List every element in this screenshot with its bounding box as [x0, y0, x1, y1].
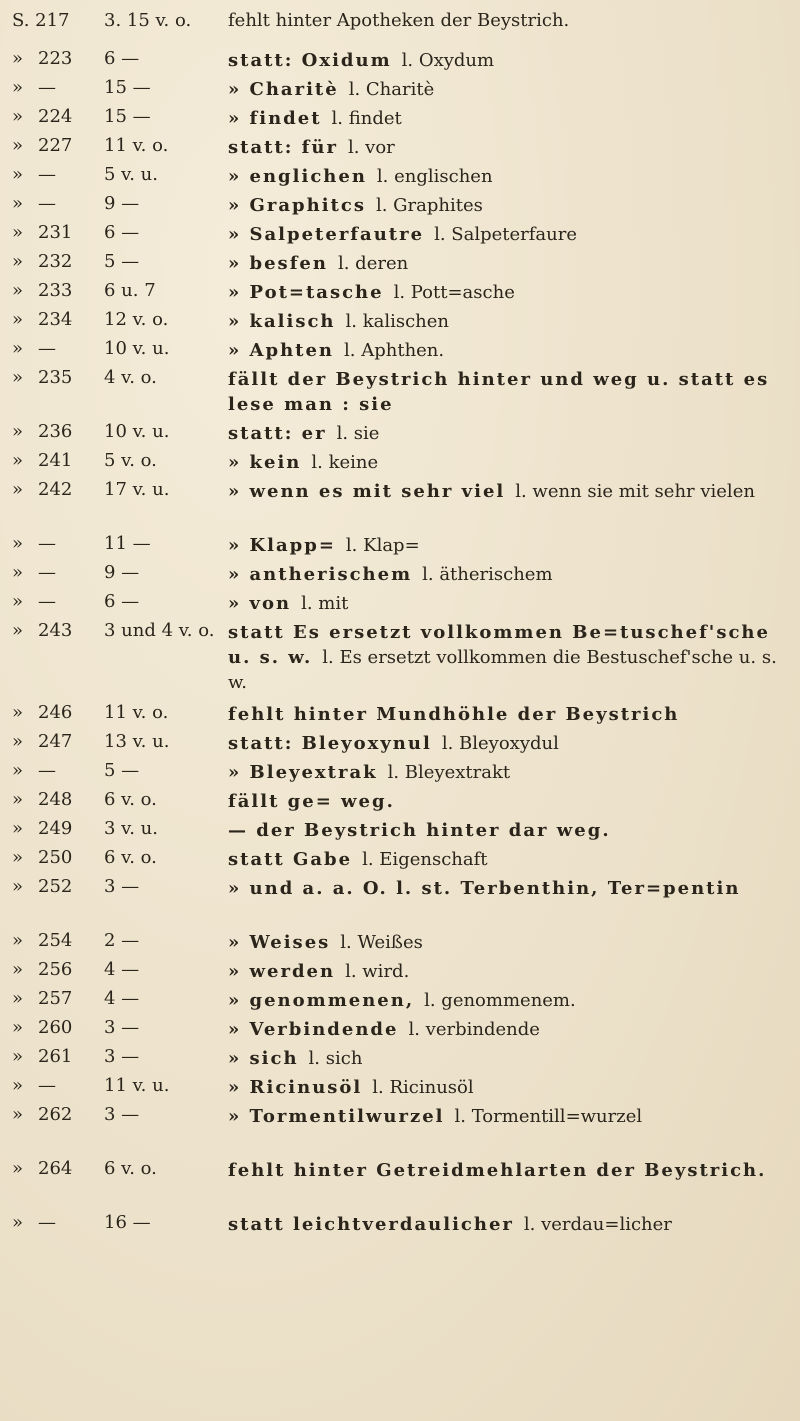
correction-text: [228, 135, 788, 160]
correction-text: [228, 193, 788, 218]
correction-text: [228, 591, 788, 616]
correction-text: [228, 1212, 788, 1237]
erroneous-reading: » Verbindende: [228, 1019, 399, 1040]
line-reference: 2 —: [104, 930, 140, 951]
ditto-mark: »: [12, 135, 24, 156]
ditto-mark: »: [12, 818, 24, 839]
corrected-reading: l. englischen: [376, 166, 493, 187]
erroneous-reading: » kalisch: [228, 311, 336, 332]
errata-row: [0, 843, 800, 872]
errata-row: [0, 1154, 800, 1208]
correction-text: [228, 280, 788, 305]
errata-row: [0, 756, 800, 785]
erroneous-reading: » Charitè: [228, 79, 339, 100]
page-number: 234: [38, 309, 73, 330]
header-line: 3. 15 v. o.: [104, 10, 192, 31]
erroneous-reading: » englichen: [228, 166, 367, 187]
line-reference: 3 —: [104, 876, 140, 897]
correction-text: [228, 702, 788, 727]
page-number: 246: [38, 702, 73, 723]
errata-row: [0, 529, 800, 558]
erroneous-reading: » besfen: [228, 253, 328, 274]
line-reference: 5 v. u.: [104, 164, 158, 185]
erroneous-reading: statt: Bleyoxynul: [228, 733, 432, 754]
errata-row: [0, 363, 800, 417]
errata-row: [0, 446, 800, 475]
errata-row: [0, 727, 800, 756]
correction-text: [228, 731, 788, 756]
line-reference: 9 —: [104, 562, 140, 583]
corrected-reading: l. Tormentill=wurzel: [454, 1106, 643, 1127]
ditto-mark: »: [12, 847, 24, 868]
line-reference: 3 —: [104, 1046, 140, 1067]
corrected-reading: l. Salpeterfaure: [434, 224, 577, 245]
ditto-mark: »: [12, 479, 24, 500]
ditto-mark: »: [12, 562, 24, 583]
page-number: 249: [38, 818, 73, 839]
line-reference: 5 v. o.: [104, 450, 157, 471]
errata-row: [0, 131, 800, 160]
ditto-mark: »: [12, 338, 24, 359]
corrected-reading: l. mit: [301, 593, 349, 614]
page-number: 256: [38, 959, 73, 980]
page-number: 254: [38, 930, 73, 951]
line-reference: 10 v. u.: [104, 421, 170, 442]
corrected-reading: l. Eigenschaft: [362, 849, 488, 870]
errata-row: [0, 189, 800, 218]
erroneous-reading: — der Beystrich hinter dar weg.: [228, 820, 611, 841]
corrected-reading: l. wird.: [345, 961, 410, 982]
line-reference: 4 v. o.: [104, 367, 157, 388]
ditto-mark: »: [12, 193, 24, 214]
errata-row: [0, 102, 800, 131]
corrected-reading: l. Bleyoxydul: [441, 733, 559, 754]
ditto-mark: »: [12, 1158, 24, 1179]
erroneous-reading: » genommenen,: [228, 990, 415, 1011]
errata-row: [0, 814, 800, 843]
correction-text: [228, 309, 788, 334]
erroneous-reading: » wenn es mit sehr viel: [228, 481, 506, 502]
line-reference: 6 v. o.: [104, 1158, 157, 1179]
ditto-mark: »: [12, 533, 24, 554]
page-number: —: [38, 562, 56, 583]
ditto-mark: »: [12, 421, 24, 442]
erroneous-reading: statt Gabe: [228, 849, 353, 870]
errata-row: [0, 984, 800, 1013]
errata-row: [0, 417, 800, 446]
line-reference: 16 —: [104, 1212, 151, 1233]
corrected-reading: l. findet: [331, 108, 402, 129]
ditto-mark: »: [12, 789, 24, 810]
correction-text: [228, 1104, 788, 1129]
page-number: 227: [38, 135, 73, 156]
errata-row: [0, 785, 800, 814]
correction-text: [228, 106, 788, 131]
erroneous-reading: » kein: [228, 452, 302, 473]
page-number: 224: [38, 106, 73, 127]
erroneous-reading: » antherischem: [228, 564, 413, 585]
page-number: 243: [38, 620, 73, 641]
correction-text: [228, 222, 788, 247]
corrected-reading: l. Graphites: [375, 195, 483, 216]
page-number: 232: [38, 251, 73, 272]
ditto-mark: »: [12, 1075, 24, 1096]
corrected-reading: l. kalischen: [345, 311, 450, 332]
corrected-reading: l. Charitè: [348, 79, 435, 100]
ditto-mark: »: [12, 77, 24, 98]
page-number: 264: [38, 1158, 73, 1179]
page-number: 233: [38, 280, 73, 301]
correction-text: [228, 77, 788, 102]
line-reference: 6 —: [104, 222, 140, 243]
errata-row: [0, 1042, 800, 1071]
ditto-mark: »: [12, 959, 24, 980]
ditto-mark: »: [12, 1017, 24, 1038]
ditto-mark: »: [12, 106, 24, 127]
line-reference: 3 und 4 v. o.: [104, 620, 215, 641]
erroneous-reading: » Weises: [228, 932, 331, 953]
correction-text: [228, 818, 788, 843]
page-number: —: [38, 164, 56, 185]
page-number: —: [38, 1075, 56, 1096]
erroneous-reading: statt Es ersetzt vollkommen Be=tuschef'sche u. s. w.: [228, 622, 770, 668]
page-number: 262: [38, 1104, 73, 1125]
correction-text: [228, 1046, 788, 1071]
correction-text: [228, 959, 788, 984]
line-reference: 6 v. o.: [104, 847, 157, 868]
ditto-mark: »: [12, 1046, 24, 1067]
ditto-mark: »: [12, 367, 24, 388]
page-number: 235: [38, 367, 73, 388]
corrected-reading: l. vor: [347, 137, 395, 158]
correction-text: [228, 760, 788, 785]
ditto-mark: »: [12, 620, 24, 641]
errata-row: [0, 218, 800, 247]
ditto-mark: »: [12, 450, 24, 471]
line-reference: 3 —: [104, 1017, 140, 1038]
page-number: 242: [38, 479, 73, 500]
errata-row: [0, 1208, 800, 1262]
ditto-mark: »: [12, 222, 24, 243]
correction-text: [228, 450, 788, 475]
line-reference: 15 —: [104, 77, 151, 98]
erroneous-reading: » Aphten: [228, 340, 335, 361]
errata-row: [0, 334, 800, 363]
ditto-mark: »: [12, 280, 24, 301]
correction-text: [228, 533, 788, 558]
page-number: 236: [38, 421, 73, 442]
ditto-mark: »: [12, 760, 24, 781]
line-reference: 11 v. o.: [104, 702, 169, 723]
errata-row: [0, 247, 800, 276]
errata-row: [0, 1100, 800, 1154]
erroneous-reading: statt: Oxidum: [228, 50, 392, 71]
errata-row: [0, 558, 800, 587]
erroneous-reading: fehlt hinter Getreidmehlarten der Beystrich.: [228, 1160, 767, 1181]
line-reference: 10 v. u.: [104, 338, 170, 359]
line-reference: 11 —: [104, 533, 151, 554]
errata-row: [0, 926, 800, 955]
errata-row: [0, 160, 800, 189]
erroneous-reading: » sich: [228, 1048, 299, 1069]
corrected-reading: l. sich: [308, 1048, 363, 1069]
corrected-reading: l. verdau=licher: [523, 1214, 672, 1235]
correction-text: [228, 48, 788, 73]
corrected-reading: l. keine: [311, 452, 379, 473]
erroneous-reading: fehlt hinter Mundhöhle der Beystrich: [228, 704, 680, 725]
line-reference: 11 v. o.: [104, 135, 169, 156]
errata-row: [0, 872, 800, 926]
line-reference: 6 —: [104, 48, 140, 69]
corrected-reading: l. Es ersetzt vollkommen die Bestuschef'sche u. s. w.: [228, 647, 777, 693]
corrected-reading: l. Weißes: [340, 932, 423, 953]
page-number: 247: [38, 731, 73, 752]
correction-text: [228, 930, 788, 955]
errata-row: [0, 305, 800, 334]
correction-text: [228, 620, 788, 695]
erroneous-reading: » Salpeterfautre: [228, 224, 425, 245]
correction-text: [228, 789, 788, 814]
corrected-reading: l. Oxydum: [401, 50, 495, 71]
page-number: 257: [38, 988, 73, 1009]
errata-row: [0, 73, 800, 102]
errata-row: [0, 587, 800, 616]
page-number: 252: [38, 876, 73, 897]
ditto-mark: »: [12, 876, 24, 897]
ditto-mark: »: [12, 930, 24, 951]
page-number: 248: [38, 789, 73, 810]
correction-text: [228, 1017, 788, 1042]
ditto-mark: »: [12, 164, 24, 185]
errata-row: [0, 698, 800, 727]
page-number: —: [38, 77, 56, 98]
header-page: S. 217: [12, 10, 70, 31]
line-reference: 15 —: [104, 106, 151, 127]
page-number: —: [38, 1212, 56, 1233]
line-reference: 6 u. 7: [104, 280, 156, 301]
erroneous-reading: statt: er: [228, 423, 327, 444]
errata-row: [0, 1013, 800, 1042]
corrected-reading: l. genommenem.: [424, 990, 576, 1011]
line-reference: 9 —: [104, 193, 140, 214]
errata-list: [0, 44, 800, 1262]
correction-text: [228, 988, 788, 1013]
corrected-reading: l. wenn sie mit sehr vielen: [515, 481, 755, 502]
correction-text: [228, 251, 788, 276]
erroneous-reading: » Ricinusöl: [228, 1077, 363, 1098]
line-reference: 5 —: [104, 251, 140, 272]
page-number: —: [38, 338, 56, 359]
erroneous-reading: » findet: [228, 108, 322, 129]
correction-text: [228, 367, 788, 417]
line-reference: 13 v. u.: [104, 731, 170, 752]
corrected-reading: l. deren: [337, 253, 409, 274]
correction-text: [228, 1158, 788, 1183]
line-reference: 6 —: [104, 591, 140, 612]
ditto-mark: »: [12, 251, 24, 272]
header-row: [0, 0, 800, 44]
corrected-reading: l. sie: [336, 423, 380, 444]
errata-row: [0, 44, 800, 73]
corrected-reading: l. Aphthen.: [344, 340, 445, 361]
erroneous-reading: » Klapp=: [228, 535, 336, 556]
corrected-reading: l. Bleyextrakt: [387, 762, 511, 783]
correction-text: [228, 847, 788, 872]
page-number: 241: [38, 450, 73, 471]
line-reference: 12 v. o.: [104, 309, 169, 330]
corrected-reading: l. Klap=: [345, 535, 420, 556]
erroneous-reading: » und a. a. O. l. st. Terbenthin, Ter=pentin: [228, 878, 741, 899]
corrected-reading: l. Ricinusöl: [372, 1077, 474, 1098]
page-number: 260: [38, 1017, 73, 1038]
erroneous-reading: fällt der Beystrich hinter und weg u. statt es lese man : sie: [228, 369, 770, 415]
erroneous-reading: » werden: [228, 961, 336, 982]
erroneous-reading: statt leichtverdaulicher: [228, 1214, 514, 1235]
errata-row: [0, 276, 800, 305]
erroneous-reading: statt: für: [228, 137, 338, 158]
ditto-mark: »: [12, 702, 24, 723]
erroneous-reading: » Tormentilwurzel: [228, 1106, 445, 1127]
correction-text: [228, 562, 788, 587]
correction-text: [228, 479, 788, 504]
correction-text: [228, 876, 788, 901]
line-reference: 5 —: [104, 760, 140, 781]
page-number: —: [38, 760, 56, 781]
page-number: —: [38, 591, 56, 612]
errata-row: [0, 475, 800, 529]
correction-text: [228, 164, 788, 189]
errata-row: [0, 616, 800, 698]
corrected-reading: l. verbindende: [408, 1019, 540, 1040]
page-number: 231: [38, 222, 73, 243]
erroneous-reading: » Pot=tasche: [228, 282, 384, 303]
ditto-mark: »: [12, 48, 24, 69]
page-number: 261: [38, 1046, 73, 1067]
errata-row: [0, 955, 800, 984]
line-reference: 3 —: [104, 1104, 140, 1125]
corrected-reading: l. Pott=asche: [393, 282, 515, 303]
correction-text: [228, 338, 788, 363]
correction-text: [228, 1075, 788, 1100]
erroneous-reading: » Graphitcs: [228, 195, 366, 216]
ditto-mark: »: [12, 309, 24, 330]
line-reference: 17 v. u.: [104, 479, 170, 500]
ditto-mark: »: [12, 1212, 24, 1233]
line-reference: 4 —: [104, 988, 140, 1009]
line-reference: 3 v. u.: [104, 818, 158, 839]
header-text: fehlt hinter Apotheken der Beystrich.: [228, 10, 570, 31]
erroneous-reading: » Bleyextrak: [228, 762, 378, 783]
ditto-mark: »: [12, 731, 24, 752]
page-number: 223: [38, 48, 73, 69]
corrected-reading: l. ätherischem: [422, 564, 553, 585]
page-number: 250: [38, 847, 73, 868]
line-reference: 11 v. u.: [104, 1075, 170, 1096]
erroneous-reading: fällt ge= weg.: [228, 791, 395, 812]
ditto-mark: »: [12, 988, 24, 1009]
line-reference: 4 —: [104, 959, 140, 980]
correction-text: [228, 421, 788, 446]
ditto-mark: »: [12, 1104, 24, 1125]
errata-row: [0, 1071, 800, 1100]
erroneous-reading: » von: [228, 593, 292, 614]
page-number: —: [38, 193, 56, 214]
line-reference: 6 v. o.: [104, 789, 157, 810]
ditto-mark: »: [12, 591, 24, 612]
page-number: —: [38, 533, 56, 554]
